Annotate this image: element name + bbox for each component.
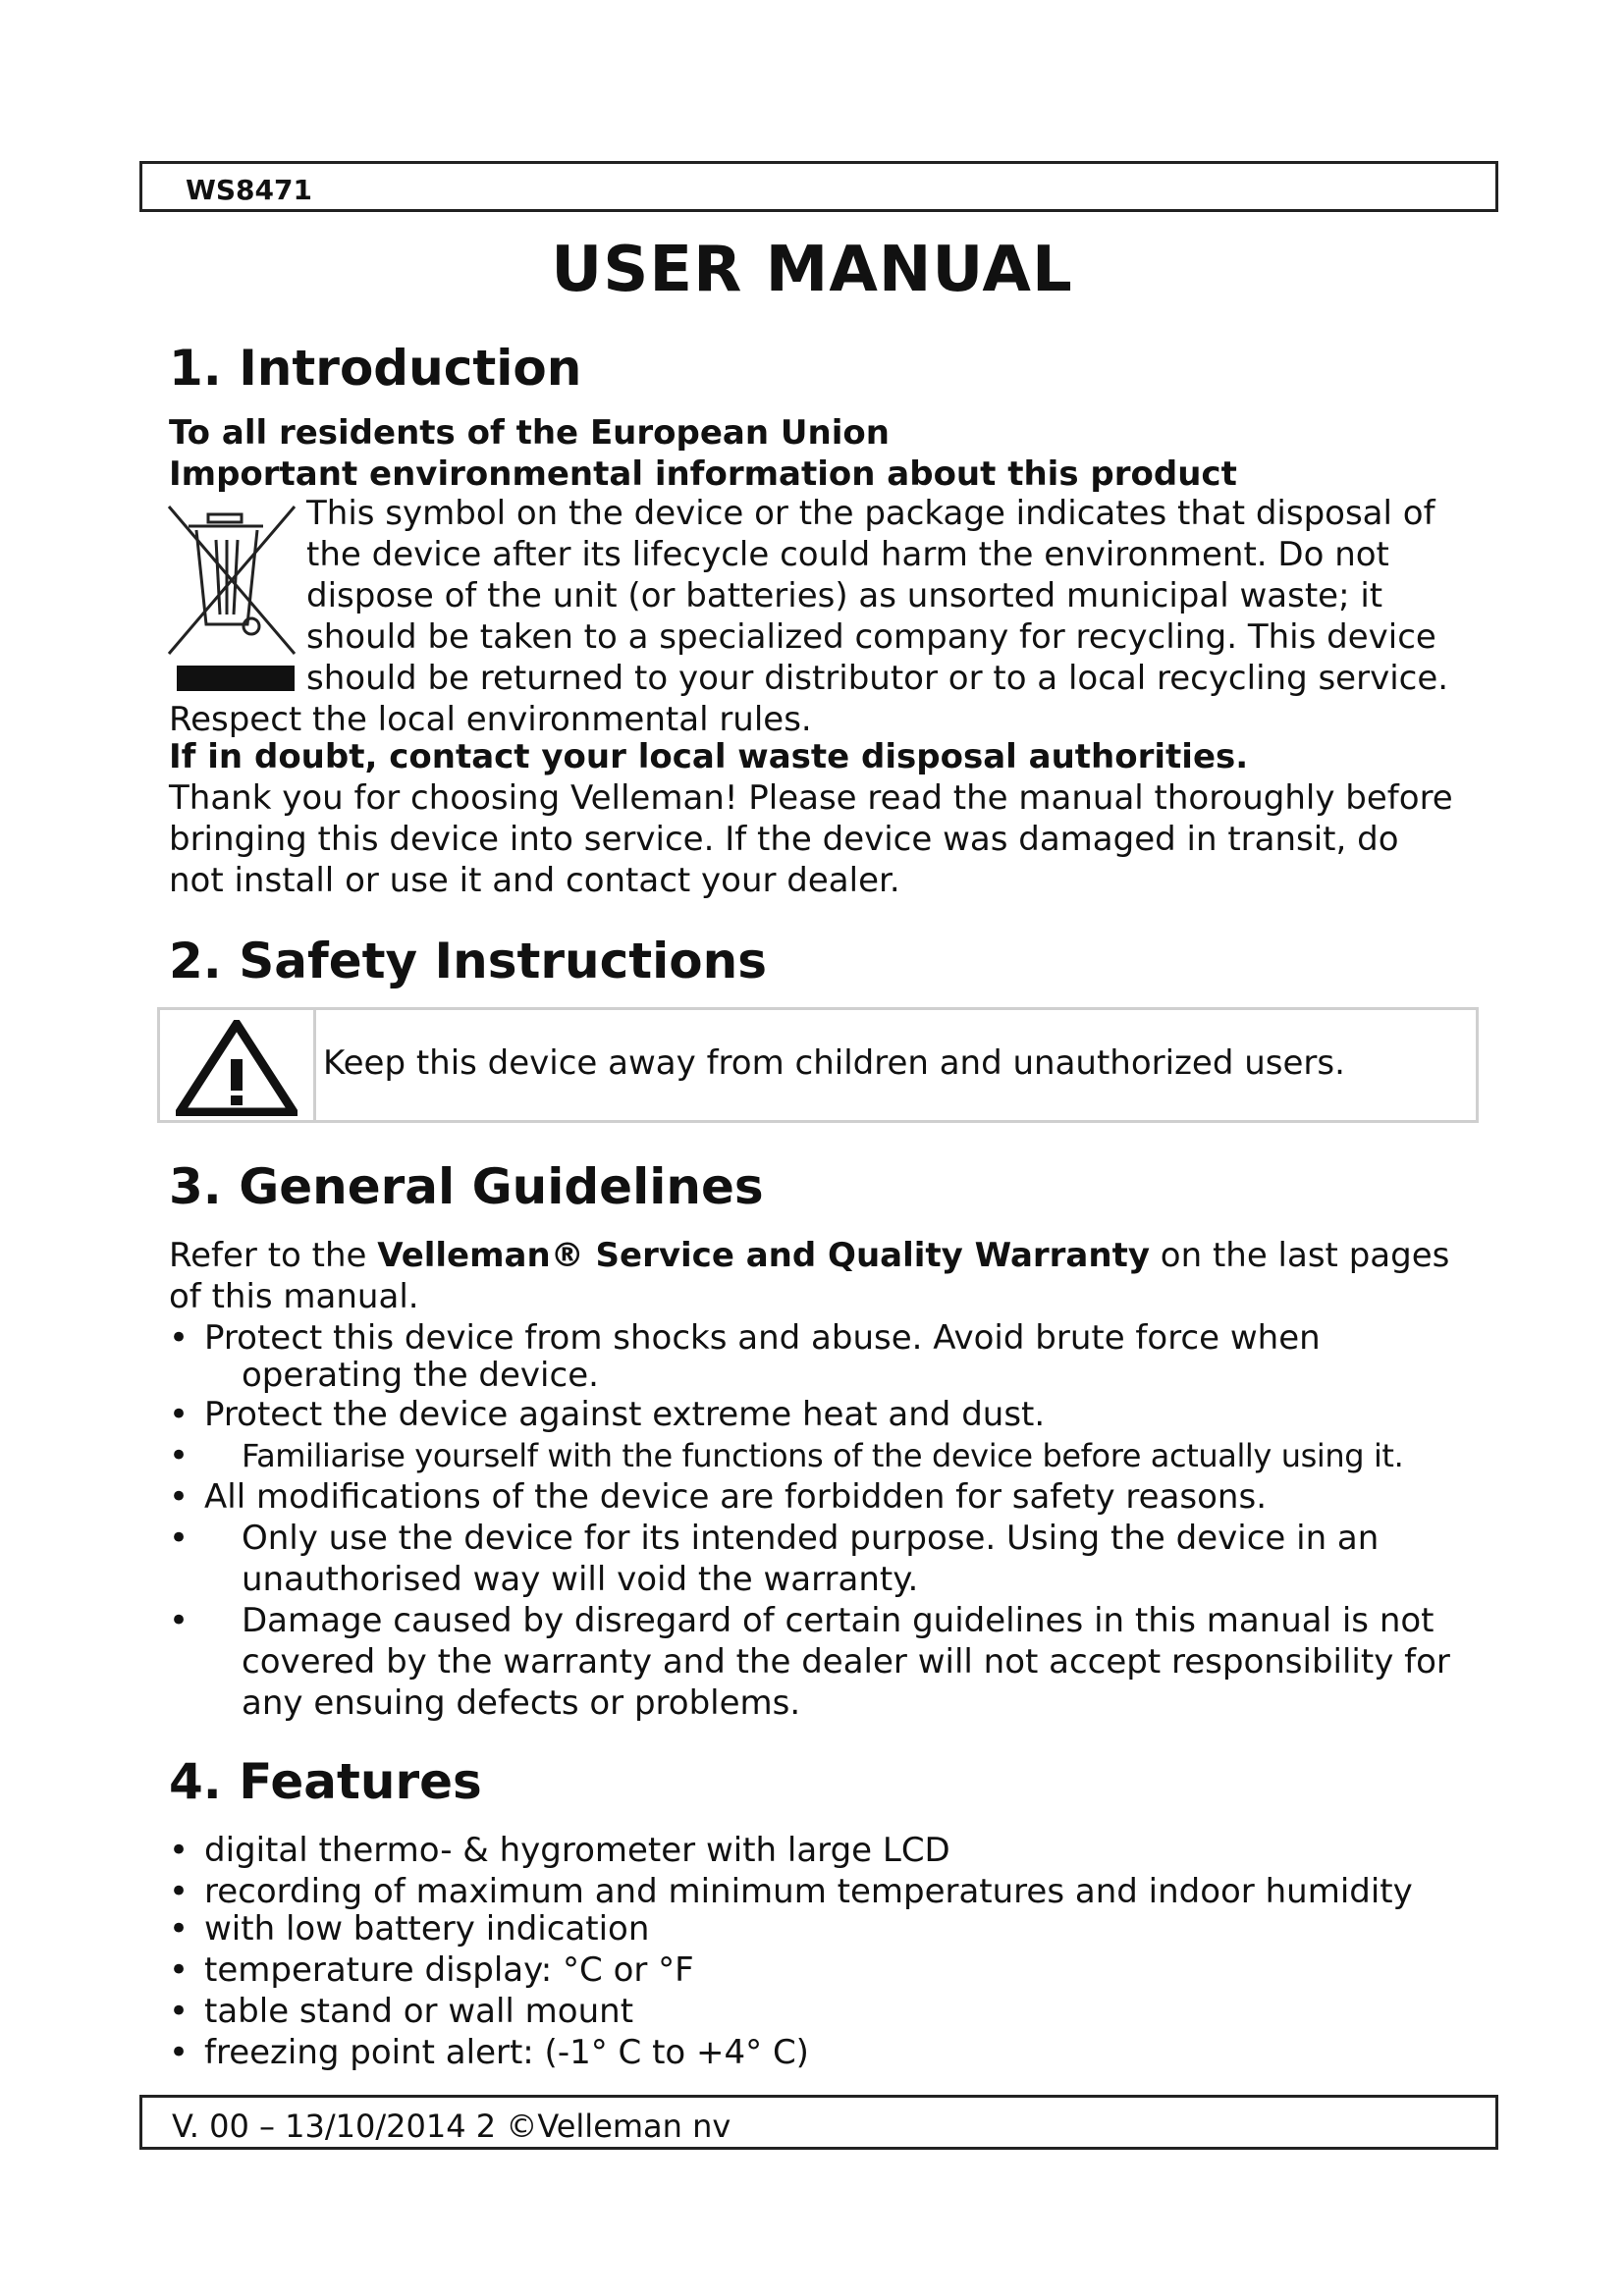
bullet-icon: • — [169, 1477, 189, 1517]
bullet-icon: • — [169, 1872, 189, 1911]
list-item-text: All modifications of the device are forbidden for safety reasons. — [204, 1477, 1268, 1517]
bullet-icon: • — [169, 2033, 189, 2072]
doubt-line: If in doubt, contact your local waste disposal authorities. — [169, 737, 1249, 776]
divider — [313, 1010, 316, 1120]
weee-line: dispose of the unit (or batteries) as unsorted municipal waste; it — [306, 576, 1383, 615]
bullet-icon: • — [169, 1318, 189, 1358]
safety-warning-text: Keep this device away from children and unauthorized users. — [323, 1043, 1345, 1083]
bullet-icon: • — [169, 1909, 189, 1949]
list-item-text: recording of maximum and minimum temperatures and indoor humidity — [204, 1872, 1413, 1911]
page-title: USER MANUAL — [551, 234, 1073, 306]
list-item-text: Protect this device from shocks and abuse. Avoid brute force when — [204, 1318, 1321, 1358]
weee-crossed-bin-icon — [167, 497, 304, 693]
list-item-text: freezing point alert: (-1° C to +4° C) — [204, 2033, 809, 2072]
refer-pre: Refer to the — [169, 1236, 378, 1275]
weee-paragraph — [306, 493, 1448, 699]
refer-line-2: of this manual. — [169, 1277, 419, 1316]
refer-post: on the last pages — [1149, 1236, 1450, 1275]
bullet-icon: • — [169, 1519, 189, 1558]
bullet-icon: • — [169, 1831, 189, 1870]
list-item-text: Only use the device for its intended purpose. Using the device in an — [242, 1519, 1380, 1558]
respect-line: Respect the local environmental rules. — [169, 700, 812, 739]
footer-box — [139, 2095, 1498, 2150]
thanks-paragraph — [169, 777, 1453, 901]
safety-warning-box — [157, 1007, 1479, 1123]
bullet-icon: • — [169, 1601, 189, 1640]
warning-triangle-icon — [176, 1020, 298, 1116]
eu-line: To all residents of the European Union — [169, 413, 890, 453]
list-item-text: unauthorised way will void the warranty. — [242, 1560, 919, 1599]
thanks-line: Thank you for choosing Velleman! Please read the manual thoroughly before — [169, 778, 1453, 818]
bullet-icon: • — [169, 1992, 189, 2031]
heading-introduction: 1. Introduction — [169, 340, 582, 397]
weee-line: This symbol on the device or the package indicates that disposal of — [306, 494, 1435, 533]
refer-line — [169, 1235, 1449, 1276]
bullet-icon: • — [169, 1950, 189, 1990]
warranty-reference: Velleman® Service and Quality Warranty — [377, 1236, 1150, 1275]
weee-line: the device after its lifecycle could harm the environment. Do not — [306, 535, 1389, 574]
heading-safety: 2. Safety Instructions — [169, 933, 768, 989]
list-item-text: table stand or wall mount — [204, 1992, 634, 2031]
footer-text: V. 00 – 13/10/2014 2 ©Velleman nv — [172, 2108, 731, 2145]
list-item-text: operating the device. — [242, 1356, 599, 1395]
weee-line: should be returned to your distributor or to a local recycling service. — [306, 659, 1449, 698]
list-item-text: with low battery indication — [204, 1909, 650, 1949]
model-number: WS8471 — [186, 174, 312, 206]
bullet-icon: • — [169, 1395, 189, 1434]
list-item-text: temperature display: °C or °F — [204, 1950, 694, 1990]
thanks-line: bringing this device into service. If the device was damaged in transit, do — [169, 820, 1399, 859]
list-item-text: digital thermo- & hygrometer with large LCD — [204, 1831, 950, 1870]
bullet-icon: • — [169, 1436, 189, 1475]
list-item-text: any ensuing defects or problems. — [242, 1683, 801, 1723]
list-item-text: Familiarise yourself with the functions of the device before actually using it. — [242, 1437, 1404, 1474]
env-line: Important environmental information about this product — [169, 454, 1237, 494]
list-item-text: Damage caused by disregard of certain guidelines in this manual is not — [242, 1601, 1435, 1640]
heading-features: 4. Features — [169, 1753, 482, 1810]
thanks-line: not install or use it and contact your dealer. — [169, 861, 900, 900]
weee-line: should be taken to a specialized company for recycling. This device — [306, 617, 1436, 657]
list-item-text: covered by the warranty and the dealer will not accept responsibility for — [242, 1642, 1450, 1682]
list-item-text: Protect the device against extreme heat and dust. — [204, 1395, 1046, 1434]
heading-guidelines: 3. General Guidelines — [169, 1158, 764, 1215]
header-box — [139, 161, 1498, 212]
